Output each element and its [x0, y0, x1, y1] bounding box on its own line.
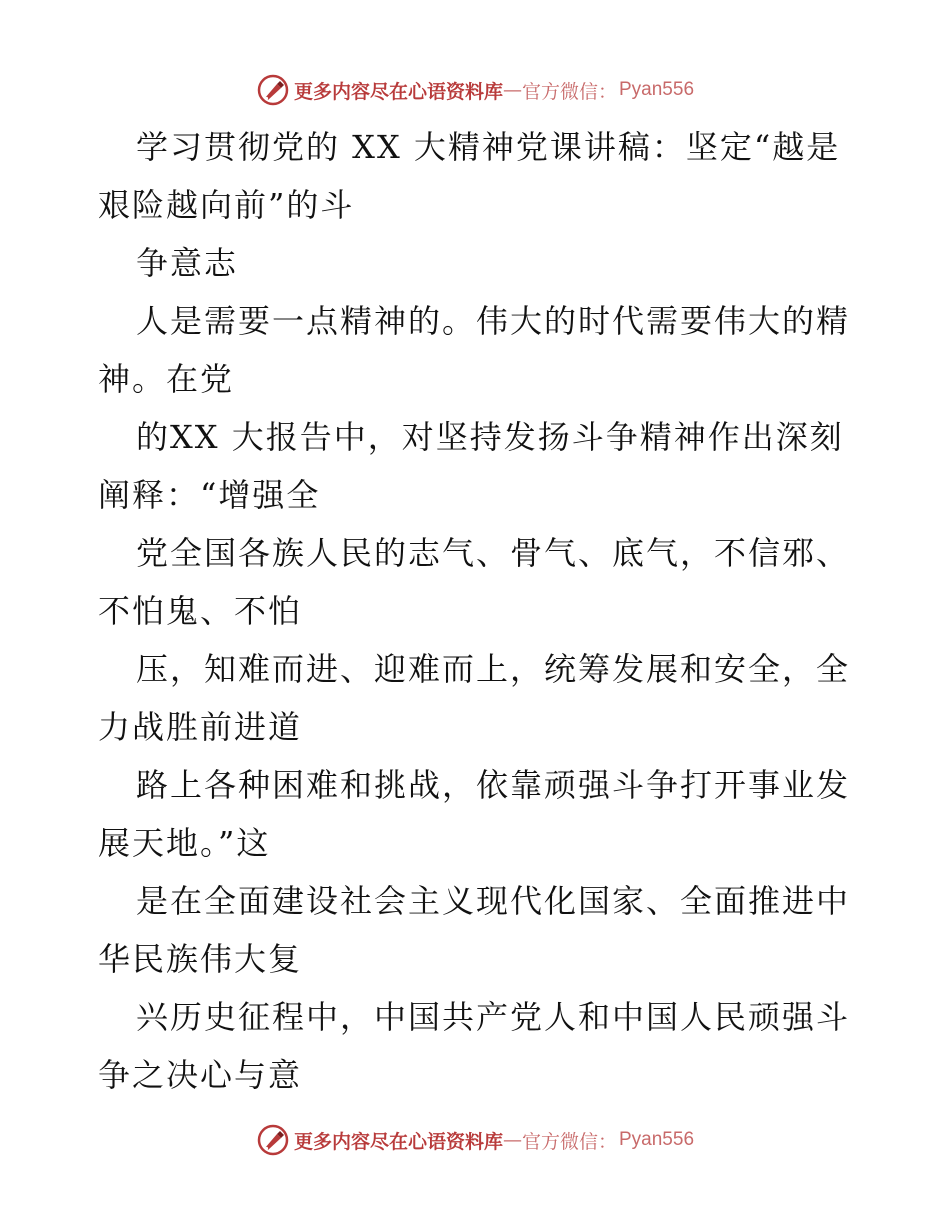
document-line: 争之决心与意 — [98, 1056, 303, 1094]
document-line: 的XX 大报告中，对坚持发扬斗争精神作出深刻 — [136, 418, 844, 456]
document-line: 神。在党 — [98, 360, 235, 398]
banner-wechat-label: 官方微信： — [521, 1130, 617, 1153]
document-line: 压，知难而进、迎难而上，统筹发展和安全，全 — [136, 650, 851, 688]
banner-wechat-label: 官方微信： — [521, 80, 617, 103]
footer-banner — [0, 1120, 950, 1160]
header-banner — [0, 70, 950, 110]
document-line: 路上各种困难和挑战，依靠顽强斗争打开事业发 — [136, 766, 851, 804]
document-line: 不怕鬼、不怕 — [98, 592, 303, 630]
banner-wechat-handle: Pyan556 — [619, 1129, 695, 1150]
banner-dash: — — [502, 1129, 522, 1151]
banner-wechat-handle: Pyan556 — [619, 79, 695, 100]
document-line: 兴历史征程中，中国共产党人和中国人民顽强斗 — [136, 998, 851, 1036]
document-line: 展天地。”这 — [98, 824, 271, 862]
document-line: 争意志 — [136, 244, 239, 282]
document-line: 学习贯彻党的 XX 大精神党课讲稿：坚定“越是 — [136, 128, 841, 166]
banner-site-name: 更多内容尽在心语资料库 — [293, 1130, 503, 1153]
document-line: 艰险越向前”的斗 — [98, 186, 355, 224]
banner-site-name: 更多内容尽在心语资料库 — [293, 80, 503, 103]
document-line: 力战胜前进道 — [98, 708, 303, 746]
fountain-pen-logo-icon — [256, 1123, 290, 1157]
fountain-pen-logo-icon — [256, 73, 290, 107]
document-line: 华民族伟大复 — [98, 940, 303, 978]
document-line: 人是需要一点精神的。伟大的时代需要伟大的精 — [136, 302, 851, 340]
document-line: 是在全面建设社会主义现代化国家、全面推进中 — [136, 882, 851, 920]
banner-dash: — — [502, 79, 522, 101]
document-line: 党全国各族人民的志气、骨气、底气，不信邪、 — [136, 534, 851, 572]
document-line: 阐释：“增强全 — [98, 476, 321, 514]
document-body — [98, 118, 858, 1104]
